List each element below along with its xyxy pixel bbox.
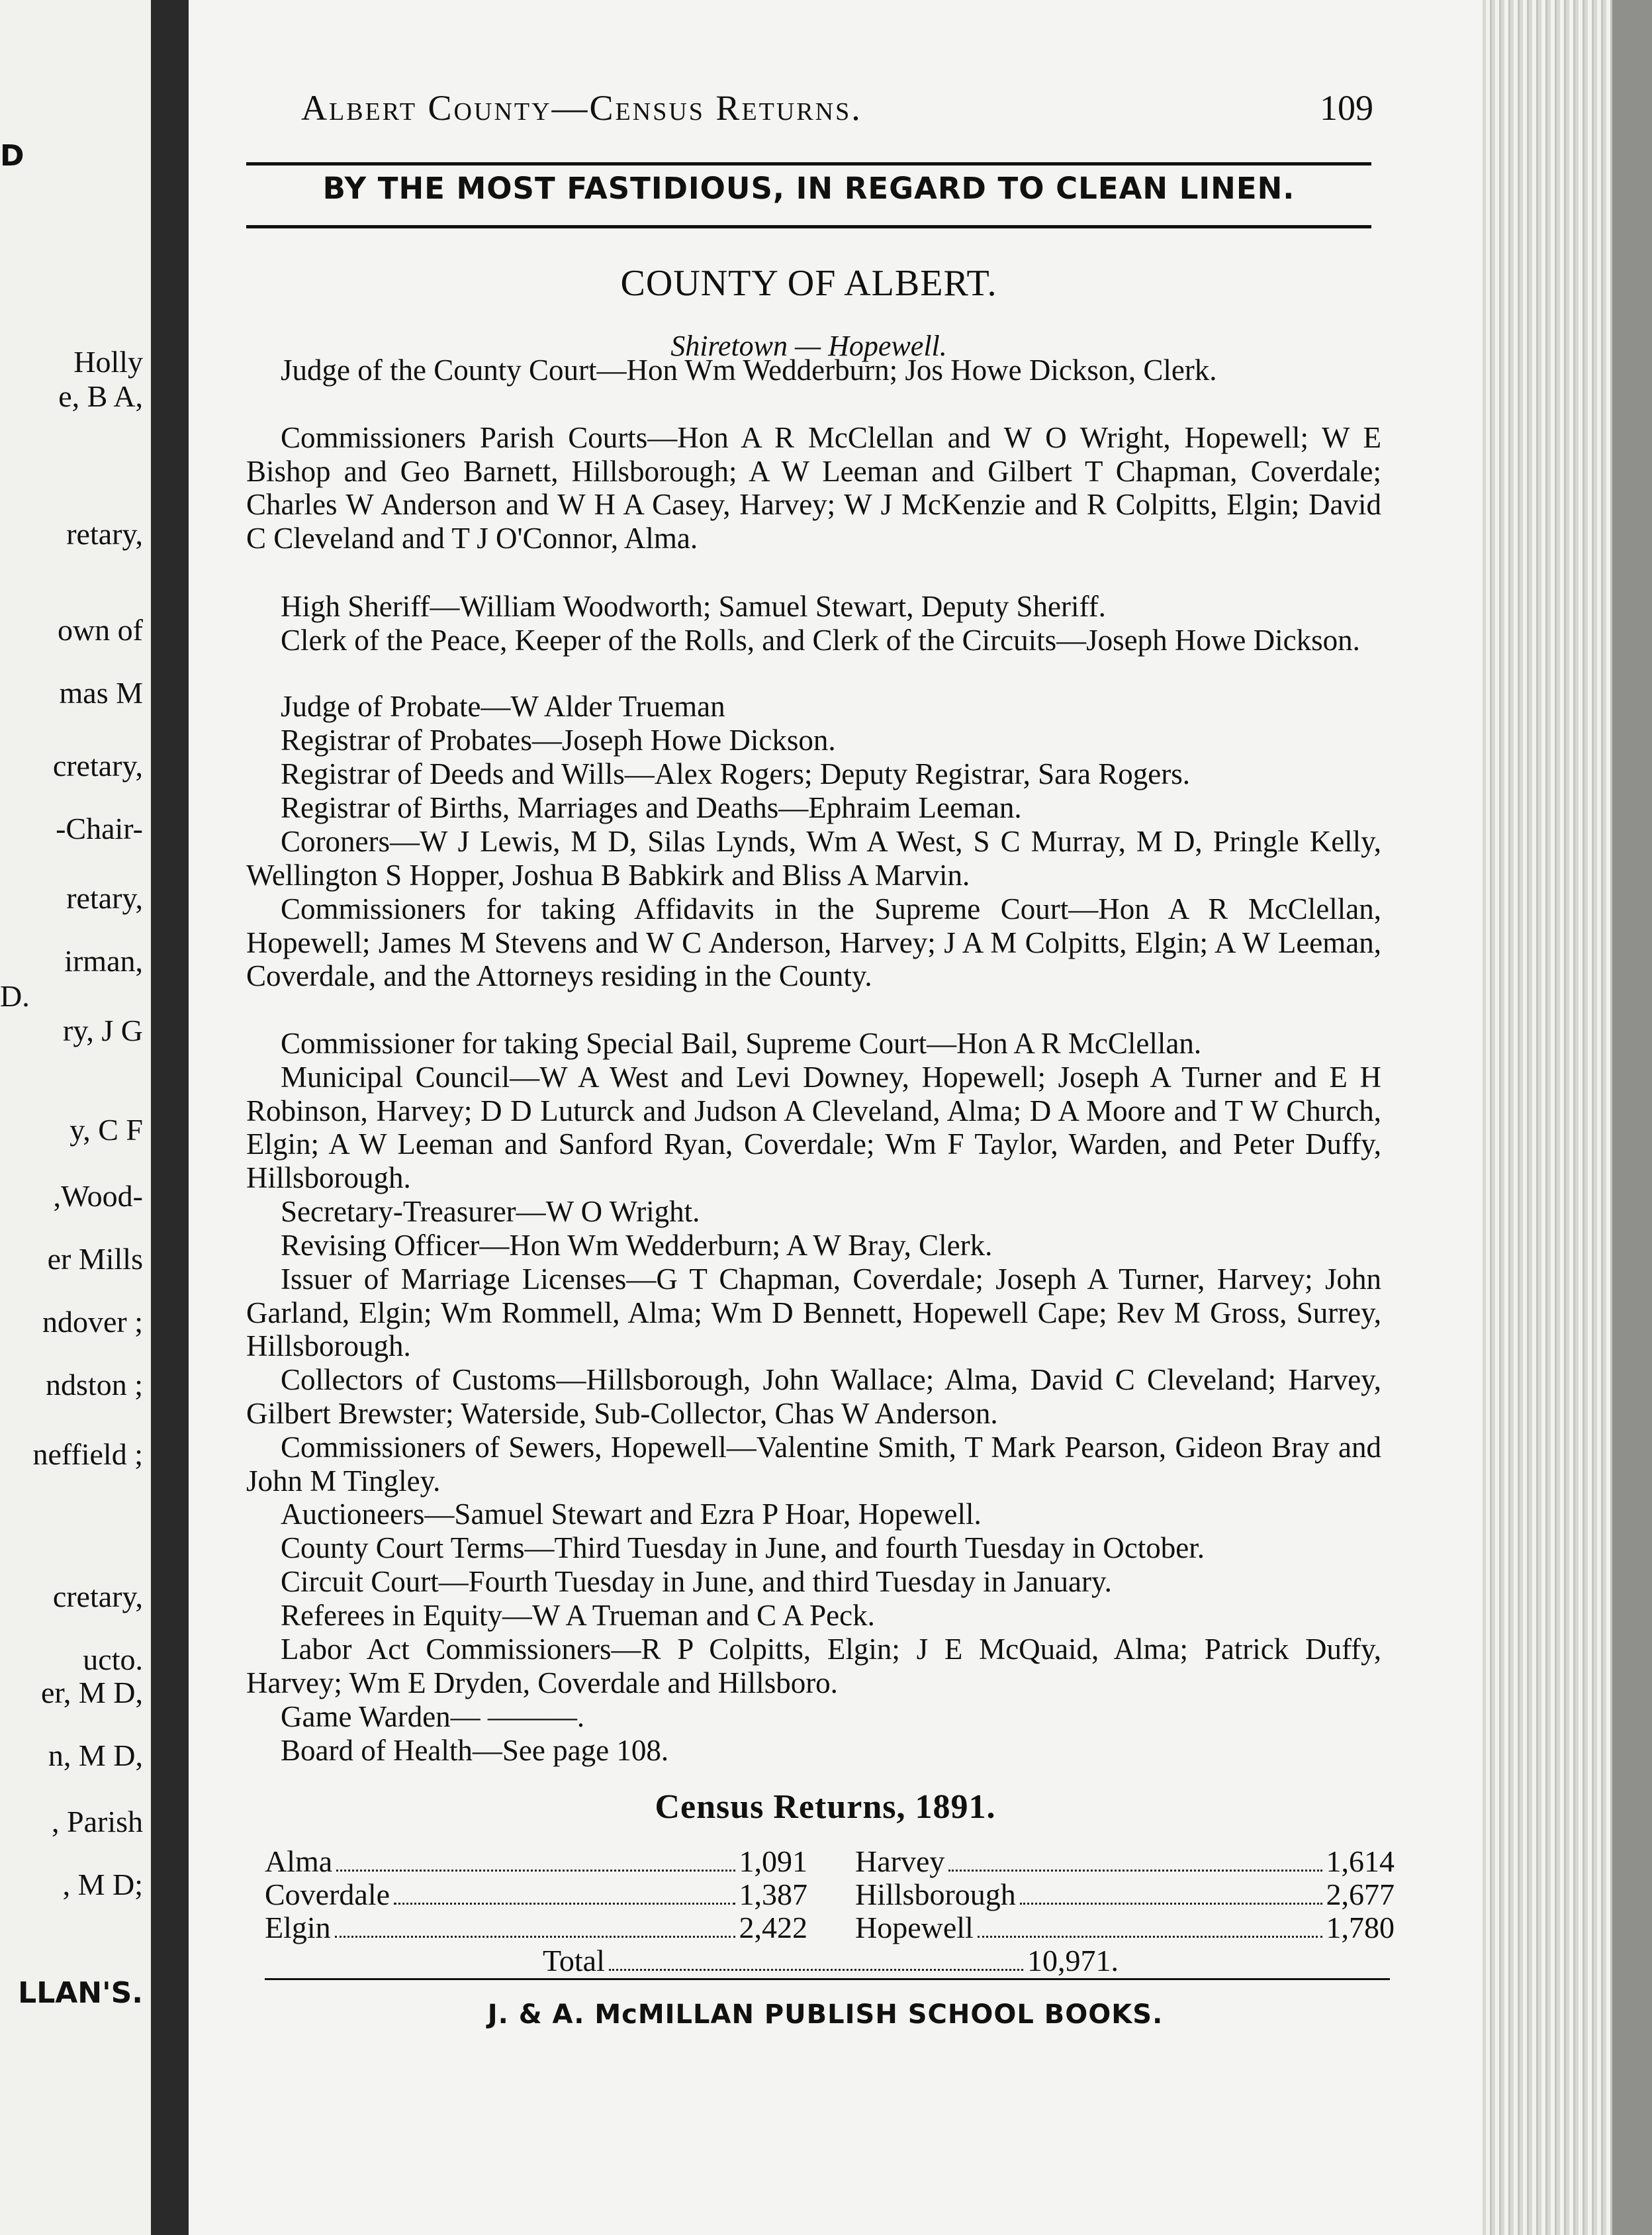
census-value: 1,614 [1326,1844,1395,1878]
census-value: 1,091 [739,1844,807,1878]
prev-page-text: LLAN'S. [18,1976,143,2010]
top-advert: BY THE MOST FASTIDIOUS, IN REGARD TO CLEAN LINEN. [322,171,1295,206]
official-entry: Coroners—W J Lewis, M D, Silas Lynds, Wm A West, S C Murray, M D, Pringle Kelly, Wellington S Hopper, Joshua B Babkirk and Bliss A Marvin. [246,825,1381,892]
previous-page-fragment [0,0,151,2235]
census-title: Census Returns, 1891. [655,1788,996,1826]
running-head-title: Albert County—Census Returns. [301,88,862,128]
prev-page-text: D [0,139,24,173]
footer-rule [265,1978,1390,1980]
official-entry: Labor Act Commissioners—R P Colpitts, Elgin; J E McQuaid, Alma; Patrick Duffy, Harvey; Wm E Dryden, Coverdale and Hillsboro. [246,1633,1381,1699]
official-entry: Commissioners for taking Affidavits in the Supreme Court—Hon A R McClellan, Hopewell; James M Stevens and W C Anderson, Harvey; J A M Colpitts, Elgin; A W Leeman, Coverdale, and the Attorneys residing in the County. [246,892,1381,993]
census-place: Alma [265,1844,333,1878]
prev-page-text: , Parish [52,1805,143,1838]
prev-page-text: er Mills [47,1242,143,1276]
prev-page-text: own of [57,613,143,647]
official-entry: Municipal Council—W A West and Levi Downey, Hopewell; Joseph A Turner and E H Robinson, Harvey; D D Luturck and Judson A Cleveland, Alma; D A Moore and T W Church, Elgin; A W Leeman and Sanford Ryan, Coverdale; Wm F Taylor, Warden, and Peter Duffy, Hillsborough. [246,1061,1381,1195]
official-entry: Board of Health—See page 108. [281,1734,669,1767]
official-entry: Registrar of Probates—Joseph Howe Dickson. [281,724,836,757]
census-row [855,1844,1395,1879]
prev-page-text: ndston ; [46,1368,143,1402]
running-head [301,87,1373,128]
prev-page-text: ry, J G [63,1014,143,1047]
census-row [265,1844,807,1879]
prev-page-text: retary, [66,517,143,551]
official-entry: Commissioners Parish Courts—Hon A R McClellan and W O Wright, Hopewell; W E Bishop and Geo Barnett, Hillsborough; A W Leeman and Gilbert T Chapman, Coverdale; Charles W Anderson and W H A Casey, Harvey; W J McKenzie and R Colpitts, Elgin; David C Cleveland and T J O'Connor, Alma. [246,421,1381,555]
footer-advert: J. & A. McMILLAN PUBLISH SCHOOL BOOKS. [487,1999,1164,2030]
official-entry: Commissioners of Sewers, Hopewell—Valentine Smith, T Mark Pearson, Gideon Bray and John M Tingley. [246,1431,1381,1498]
page-stack-edge [1483,0,1652,2235]
leader-dots [948,1870,1322,1872]
prev-page-text: ndover ; [42,1305,143,1339]
census-value: 1,780 [1326,1911,1395,1944]
prev-page-text: -Chair- [56,812,143,845]
prev-page-text: D. [0,979,30,1013]
prev-page-text: cretary, [52,1580,143,1613]
census-value: 10,971. [1027,1944,1119,1977]
census-value: 2,422 [739,1911,807,1944]
page-number: 109 [1320,88,1373,128]
top-rule [246,162,1371,166]
prev-page-text: , M D; [62,1868,143,1901]
prev-page-text: er, M D, [40,1676,143,1709]
prev-page-text: e, B A, [58,379,143,413]
official-entry: Revising Officer—Hon Wm Wedderburn; A W Bray, Clerk. [281,1229,993,1262]
official-entry: County Court Terms—Third Tuesday in June, and fourth Tuesday in October. [281,1531,1205,1564]
official-entry: Commissioner for taking Special Bail, Supreme Court—Hon A R McClellan. [281,1027,1202,1060]
prev-page-text: mas M [59,676,143,710]
census-row [855,1910,1395,1945]
census-value: 2,677 [1326,1878,1395,1911]
official-entry: Registrar of Deeds and Wills—Alex Rogers; Deputy Registrar, Sara Rogers. [281,757,1191,790]
official-entry: Referees in Equity—W A Trueman and C A Peck. [281,1599,875,1632]
census-value: 1,387 [739,1878,807,1911]
official-entry: Registrar of Births, Marriages and Deaths—Ephraim Leeman. [281,791,1022,824]
shiretown-line: Shiretown — Hopewell. [670,330,947,362]
census-place: Harvey [855,1844,945,1878]
leader-dots [609,1969,1023,1971]
census-place: Total [543,1944,605,1977]
leader-dots [978,1936,1322,1938]
official-entry: Judge of the County Court—Hon Wm Wedderburn; Jos Howe Dickson, Clerk. [281,354,1217,387]
official-entry: Game Warden— ———. [281,1700,585,1733]
prev-page-text: neffield ; [32,1437,143,1471]
prev-page-text: ,Wood- [53,1179,143,1213]
leader-dots [394,1903,735,1905]
county-title: COUNTY OF ALBERT. [620,263,997,304]
prev-page-text: retary, [66,881,143,915]
census-place: Hopewell [855,1911,974,1944]
prev-page-text: ucto. [83,1642,143,1676]
leader-dots [336,1870,735,1872]
census-row [543,1943,1119,1978]
prev-page-text: cretary, [52,749,143,783]
official-entry: Judge of Probate—W Alder Trueman [281,690,725,723]
advert-rule [246,225,1371,228]
prev-page-text: Holly [73,345,143,379]
census-row [265,1910,807,1945]
leader-dots [1020,1903,1322,1905]
census-place: Elgin [265,1911,331,1944]
leader-dots [335,1936,735,1938]
prev-page-text: n, M D, [48,1738,143,1772]
prev-page-text: irman, [64,944,143,978]
official-entry: Clerk of the Peace, Keeper of the Rolls, and Clerk of the Circuits—Joseph Howe Dickson. [281,624,1360,657]
official-entry: Secretary-Treasurer—W O Wright. [281,1195,700,1228]
census-row [265,1877,807,1912]
official-entry: Auctioneers—Samuel Stewart and Ezra P Hoar, Hopewell. [281,1498,982,1531]
census-place: Coverdale [265,1878,390,1911]
official-entry: Collectors of Customs—Hillsborough, John Wallace; Alma, David C Cleveland; Harvey, Gilbert Brewster; Waterside, Sub-Collector, Chas W Anderson. [246,1363,1381,1430]
prev-page-text: y, C F [69,1113,143,1147]
official-entry: Circuit Court—Fourth Tuesday in June, and third Tuesday in January. [281,1565,1112,1598]
official-entry: Issuer of Marriage Licenses—G T Chapman, Coverdale; Joseph A Turner, Harvey; John Garland, Elgin; Wm Rommell, Alma; Wm D Bennett, Hopewell Cape; Rev M Gross, Surrey, Hillsborough. [246,1262,1381,1363]
census-row [855,1877,1395,1912]
census-place: Hillsborough [855,1878,1016,1911]
official-entry: High Sheriff—William Woodworth; Samuel Stewart, Deputy Sheriff. [281,590,1106,623]
